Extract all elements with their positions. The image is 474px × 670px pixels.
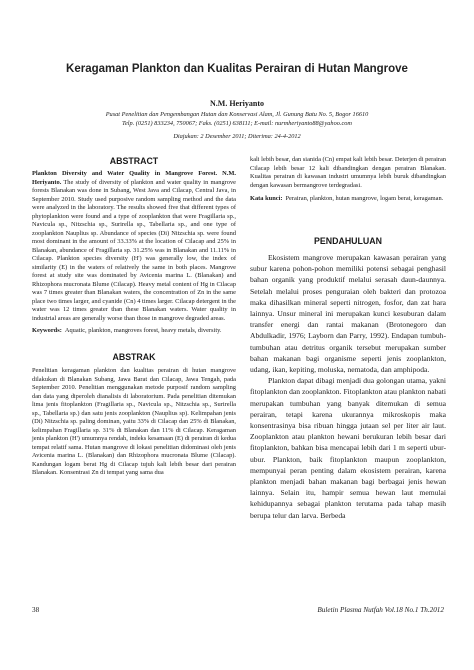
keywords-block bbox=[32, 327, 236, 336]
abstract-en bbox=[32, 170, 236, 336]
author-affiliation bbox=[60, 110, 414, 128]
kata-kunci-text: Perairan, plankton, hutan mangrove, logam berat, keragaman. bbox=[285, 195, 444, 202]
paper-title: Keragaman Plankton dan Kualitas Perairan di Hutan Mangrove bbox=[66, 63, 408, 75]
submission-dates: Diajukan: 2 Desember 2011; Diterima: 24-4-2012 bbox=[173, 133, 301, 140]
intro-paragraph-1: Ekosistem mangrove merupakan kawasan perairan yang subur karena pohon-pohon memiliki potensi sebagai penghasil bahan organik yang produktif melalui serasah daun-daunnya. Setelah melalui proses penguraian oleh bakteri dan protozoa maka dihasilkan mineral seperti nitrogen, fosfor, dan zat hara lainnya. Unsur mineral ini merupakan kunci kesuburan dalam transfer energi dan rantai makanan (Brotonegoro dan Abdulkadir, 1976; Layborn dan Parry, 1992). Endapan tumbuh-tumbuhan atau detritus organik tersebut merupakan sumber bahan makanan bagi organisme seperti jenis zooplankton, udang, ikan, kepiting, moluska, nematoda, dan amphipoda. bbox=[250, 253, 446, 375]
kata-kunci-block bbox=[250, 195, 446, 204]
keywords-label: Keywords: bbox=[32, 327, 62, 334]
pendahuluan-body bbox=[250, 252, 446, 521]
abstract-title-line: Plankton Diversity and Water Quality in Mangrove Forest. N.M. Heriyanto. bbox=[32, 170, 236, 186]
author-name: N.M. Heriyanto bbox=[210, 99, 264, 108]
kata-kunci-label: Kata kunci: bbox=[250, 195, 283, 202]
contact-line: Telp. (0251) 833234, 750067; Faks. (0251) 638111; E-mail: nurmheriyanto88@yahoo.com bbox=[122, 120, 352, 127]
page-number: 38 bbox=[32, 606, 40, 614]
abstract-heading: ABSTRACT bbox=[109, 156, 159, 166]
abstrak-id-start bbox=[32, 367, 236, 478]
intro-paragraph-2: Plankton dapat dibagi menjadi dua golongan utama, yakni fitoplankton dan zooplankton. Fitoplankton atau plankton nabati merupakan tumbuhan yang banyak ditemukan di semua perairan, tetapi karena ukurannya mikroskopis maka konsentrasinya bisa ribuan hingga jutaan sel per liter air laut. Zooplankton atau plankton hewani berukuran lebih besar dari fitoplankton, bahkan bisa mencapai lebih dari 1 m seperti ubur-ubur. Plankton, baik fitoplankton maupun zooplankton, mempunyai peran penting dalam ekosistem perairan, karena plankton menjadi bahan makanan bagi berbagai jenis hewan lainnya. Selain itu, hampir semua hewan laut memulai kehidupannya sebagai plankton terutama pada tahap masih berupa telur dan larva. Berbeda bbox=[250, 376, 446, 520]
abstrak-id-continued bbox=[250, 156, 446, 204]
pendahuluan-heading: PENDAHULUAN bbox=[314, 236, 382, 246]
affiliation-line: Pusat Penelitian dan Pengembangan Hutan dan Konservasi Alam, Jl. Gunung Batu No. 5, Bogor 16610 bbox=[105, 111, 369, 118]
abstrak-text: Penelitian keragaman plankton dan kualitas perairan di hutan mangrove dilakukan di Blanakan Subang, Jawa Barat dan Cilacap, Jawa Tengah, pada September 2010. Penelitian menggunakan metode purposif random sampling dan data yang diperoleh dianalisis di laboratorium. Pada penelitian ditemukan lima jenis fitoplankton (Fragillaria sp., Navicula sp., Nitzschia sp., Surirella sp., Tabellaria sp.) dan satu jenis zooplankton (Nauplius sp). Kelimpahan jenis (Di) Nitzschia sp. paling dominan, yaitu 33% di Cilacap dan 25% di Blanakan, kelimpahan Fragillaria sp. 31% di Blanakan dan 11% di Cilacap. Keragaman jenis plankton (H') umumnya rendah, indeks kesamaan (E) di perairan di kedua tempat relatif sama. Hutan mangrove di lokasi penelitian didominasi oleh jenis Avicenia marina L. (Blanakan) dan Rhizophora mucronata Blume (Cilacap). Kandungan logam berat Hg di Cilacap tujuh kali lebih besar dari perairan Blanakan. Konsentrasi Zn di tempat yang sama dua bbox=[32, 367, 236, 476]
abstract-text: The study of diversity of plankton and water quality in mangrove forests Blanakan was done in Subang, West Java and Cilacap, Central Java, in September 2010. Study used purposive random sampling method and the data were analyzed in the laboratory. The results showed five that different types of phytoplankton were found and a type of zooplankton that were Fragillaria sp., Navicula sp., Nitzschia sp., Surirella sp., Tabellaria sp., and one type of zooplankton Nauplius sp. Abundance of species (Di) Nitzschia sp. were found most dominant in the amount of 33.33% at the location of Cilacap and 25% in Blanakan, abundance of Fragillaria sp. 31.25% was in Blanakan and 11.11% in Cilacap. Plankton species diversity (H') was generally low, the index of similarity (E) in the waters of relatively the same in both places. Mangrove forest at study site was dominated by Avicenia marina L. (Blanakan) and Rhizophora mucronata Blume (Cilacap). Heavy metal content of Hg in Cilacap was 7 times greater than Blanakan waters, the concentration of Zn in the same place two times larger, and cyanide (Cn) 4 times larger. Cilacap detergent in the water was 12 times greater than these Blanakan waters. Water quality in industrial areas are generally worse than those in mangrove degraded areas. bbox=[32, 178, 236, 322]
abstrak-text-continued: kali lebih besar, dan sianida (Cn) empat kali lebih besar. Deterjen di perairan Cilacap lebih besar 12 kali dibandingkan dengan perairan Blanakan. Kualitas perairan di kawasan industri umumnya lebih buruk dibandingkan dengan kawasan bermangrove terdegradasi. bbox=[250, 156, 447, 189]
keywords-text: Aquatic, plankton, mangroves forest, heavy metals, diversity. bbox=[64, 327, 222, 334]
journal-footer: Buletin Plasma Nutfah Vol.18 No.1 Th.2012 bbox=[317, 606, 444, 614]
abstrak-heading: ABSTRAK bbox=[112, 352, 156, 362]
